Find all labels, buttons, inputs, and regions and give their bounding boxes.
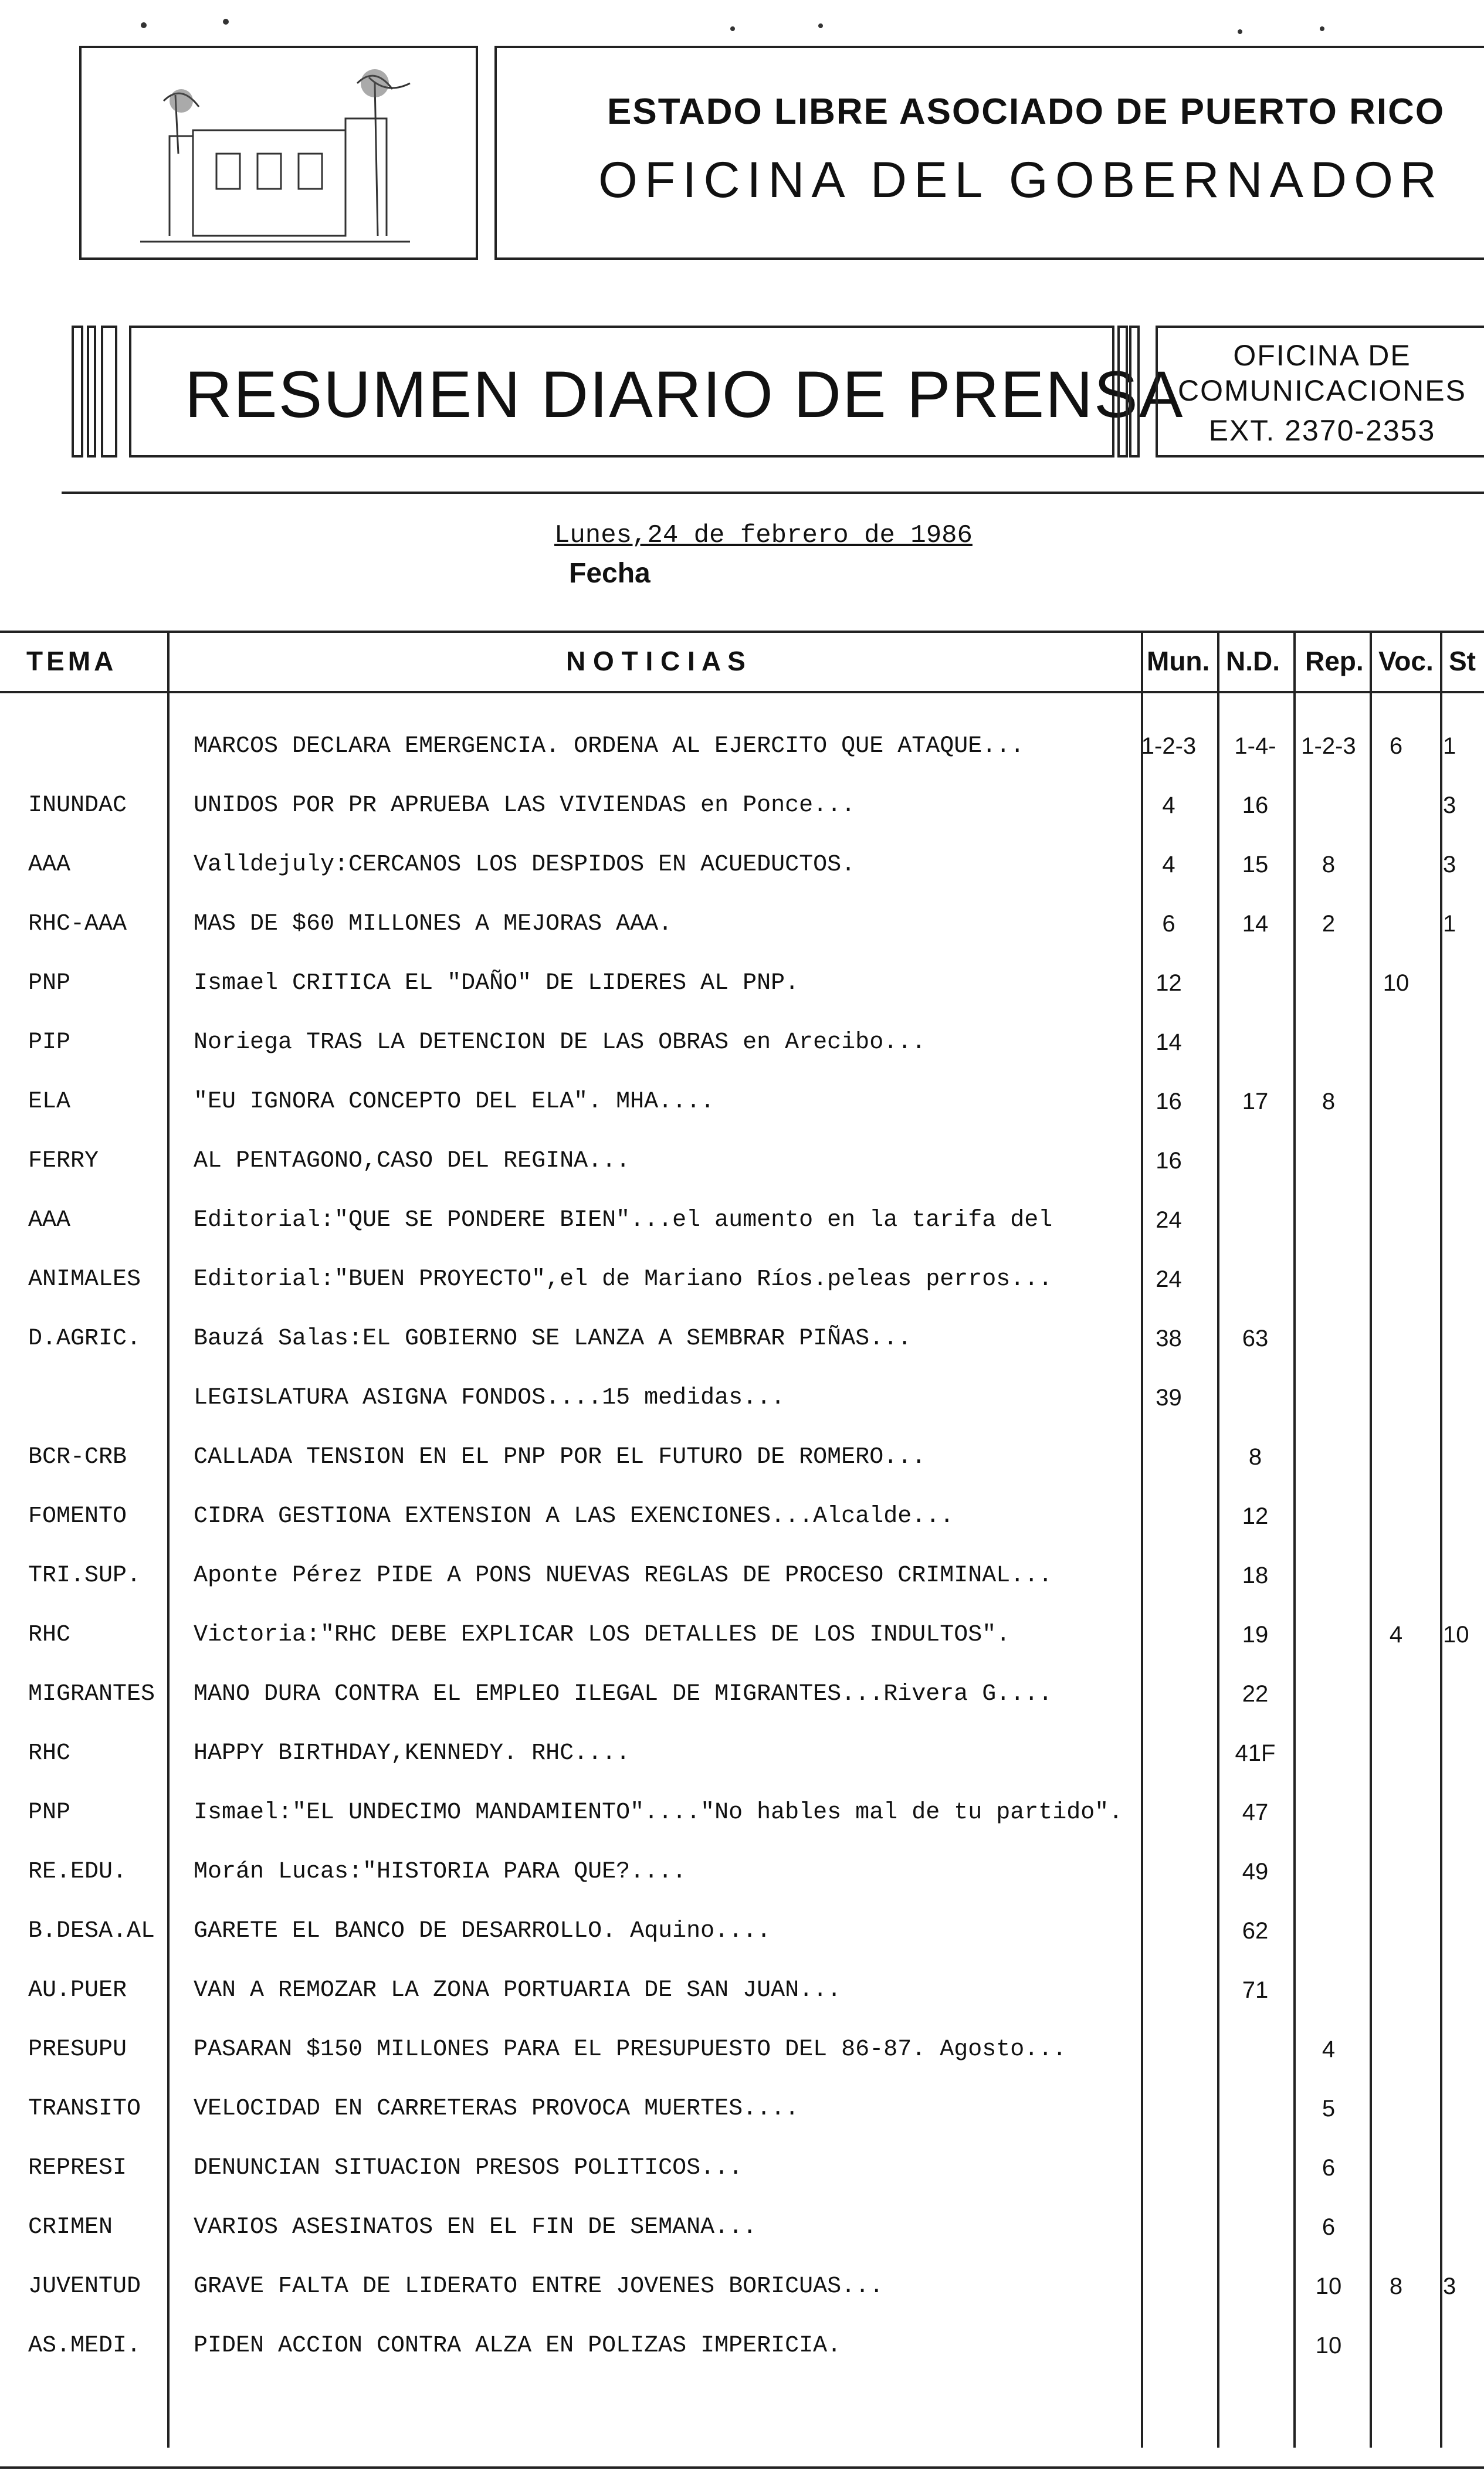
table-row <box>0 911 1484 970</box>
right-bars <box>1117 326 1141 458</box>
table-row <box>0 1859 1484 1917</box>
row-tema: RHC <box>28 1740 71 1767</box>
table-row <box>0 2214 1484 2273</box>
table-top-rule <box>0 631 1484 633</box>
scan-specks <box>1320 26 1324 31</box>
row-noticia: VARIOS ASESINATOS EN EL FIN DE SEMANA... <box>194 2214 757 2241</box>
row-tema: ELA <box>28 1089 71 1115</box>
table-row <box>0 1681 1484 1740</box>
row-tema: PRESUPU <box>28 2036 127 2063</box>
row-voc: 6 <box>1389 733 1403 759</box>
row-tema: B.DESA.AL <box>28 1918 155 1944</box>
col-nd: N.D. <box>1226 646 1280 676</box>
row-nd: 14 <box>1242 911 1269 937</box>
row-rep: 8 <box>1322 852 1336 877</box>
table-row <box>0 1266 1484 1325</box>
row-noticia: HAPPY BIRTHDAY,KENNEDY. RHC.... <box>194 1740 631 1767</box>
scan-specks <box>1238 29 1242 34</box>
row-mun: 24 <box>1156 1266 1182 1292</box>
table-row <box>0 1740 1484 1799</box>
row-voc: 4 <box>1389 1622 1403 1648</box>
row-nd: 16 <box>1242 792 1269 818</box>
row-st: 3 <box>1443 2273 1456 2299</box>
row-mun: 4 <box>1162 792 1175 818</box>
row-st: 3 <box>1443 792 1456 818</box>
row-mun: 24 <box>1156 1207 1182 1233</box>
row-tema: JUVENTUD <box>28 2273 141 2300</box>
row-noticia: DENUNCIAN SITUACION PRESOS POLITICOS... <box>194 2155 743 2181</box>
row-nd: 41F <box>1235 1740 1276 1766</box>
row-noticia: Editorial:"QUE SE PONDERE BIEN"...el aumento en la tarifa del <box>194 1207 1053 1233</box>
row-rep: 4 <box>1322 2036 1336 2062</box>
row-noticia: Aponte Pérez PIDE A PONS NUEVAS REGLAS DE PROCESO CRIMINAL... <box>194 1563 1053 1589</box>
row-st: 1 <box>1443 733 1456 759</box>
table-row <box>0 2273 1484 2332</box>
row-noticia: Victoria:"RHC DEBE EXPLICAR LOS DETALLES DE LOS INDULTOS". <box>194 1622 1011 1648</box>
col-st: St <box>1449 646 1476 676</box>
row-mun: 4 <box>1162 852 1175 877</box>
table-row <box>0 2155 1484 2214</box>
comunicaciones-line: OFICINA DE <box>1233 339 1411 372</box>
table-row <box>0 1622 1484 1680</box>
row-noticia: CALLADA TENSION EN EL PNP POR EL FUTURO DE ROMERO... <box>194 1444 926 1470</box>
row-rep: 8 <box>1322 1089 1336 1114</box>
scan-specks <box>141 22 147 28</box>
row-tema: FOMENTO <box>28 1503 127 1530</box>
row-noticia: Ismael CRITICA EL "DAÑO" DE LIDERES AL PNP. <box>194 970 799 997</box>
row-nd: 71 <box>1242 1977 1269 2003</box>
row-nd: 17 <box>1242 1089 1269 1114</box>
row-mun: 16 <box>1156 1089 1182 1114</box>
row-nd: 8 <box>1248 1444 1262 1470</box>
row-mun: 39 <box>1156 1385 1182 1411</box>
row-tema: RHC-AAA <box>28 911 127 937</box>
bottom-rule <box>0 2466 1484 2469</box>
row-tema: BCR-CRB <box>28 1444 127 1470</box>
row-nd: 62 <box>1242 1918 1269 1944</box>
row-tema: CRIMEN <box>28 2214 113 2241</box>
row-noticia: Noriega TRAS LA DETENCION DE LAS OBRAS en Arecibo... <box>194 1029 926 1056</box>
row-nd: 49 <box>1242 1859 1269 1885</box>
col-tema: TEMA <box>26 646 117 676</box>
row-tema: D.AGRIC. <box>28 1326 141 1352</box>
row-tema: PIP <box>28 1029 71 1056</box>
row-noticia: Editorial:"BUEN PROYECTO",el de Mariano Ríos.peleas perros... <box>194 1266 1053 1293</box>
row-mun: 14 <box>1156 1029 1182 1055</box>
row-noticia: VELOCIDAD EN CARRETERAS PROVOCA MUERTES.... <box>194 2096 799 2122</box>
table-header-rule <box>0 691 1484 693</box>
row-nd: 15 <box>1242 852 1269 877</box>
row-noticia: Valldejuly:CERCANOS LOS DESPIDOS EN ACUEDUCTOS. <box>194 852 856 878</box>
row-tema: ANIMALES <box>28 1266 141 1293</box>
row-noticia: CIDRA GESTIONA EXTENSION A LAS EXENCIONES...Alcalde... <box>194 1503 954 1530</box>
table-row <box>0 1385 1484 1443</box>
row-noticia: MARCOS DECLARA EMERGENCIA. ORDENA AL EJERCITO QUE ATAQUE... <box>194 733 1025 760</box>
row-nd: 19 <box>1242 1622 1269 1648</box>
row-tema: AAA <box>28 1207 71 1233</box>
fortaleza-logo-icon <box>82 48 476 257</box>
row-noticia: AL PENTAGONO,CASO DEL REGINA... <box>194 1148 631 1174</box>
divider <box>62 492 1484 494</box>
row-tema: MIGRANTES <box>28 1681 155 1707</box>
row-tema: RE.EDU. <box>28 1859 127 1885</box>
table-row <box>0 2036 1484 2095</box>
table-row <box>0 1148 1484 1207</box>
row-voc: 8 <box>1389 2273 1403 2299</box>
comunicaciones-frame <box>1156 326 1484 458</box>
comunicaciones-line: COMUNICACIONES <box>1178 374 1466 407</box>
row-mun: 16 <box>1156 1148 1182 1174</box>
col-noticias: N O T I C I A S <box>566 646 746 676</box>
row-noticia: Ismael:"EL UNDECIMO MANDAMIENTO"...."No hables mal de tu partido". <box>194 1800 1123 1826</box>
row-tema: AU.PUER <box>28 1977 127 2004</box>
row-st: 10 <box>1443 1622 1469 1648</box>
row-noticia: "EU IGNORA CONCEPTO DEL ELA". MHA.... <box>194 1089 715 1115</box>
row-tema: PNP <box>28 1800 71 1826</box>
row-tema: RHC <box>28 1622 71 1648</box>
row-nd: 47 <box>1242 1800 1269 1825</box>
row-noticia: LEGISLATURA ASIGNA FONDOS....15 medidas... <box>194 1385 785 1411</box>
row-noticia: VAN A REMOZAR LA ZONA PORTUARIA DE SAN JUAN... <box>194 1977 842 2004</box>
scan-specks <box>818 23 823 28</box>
table-row <box>0 1444 1484 1503</box>
table-row <box>0 792 1484 851</box>
comunicaciones-ext: EXT. 2370-2353 <box>1208 414 1436 447</box>
col-mun: Mun. <box>1147 646 1210 676</box>
row-noticia: Morán Lucas:"HISTORIA PARA QUE?.... <box>194 1859 687 1885</box>
row-voc: 10 <box>1383 970 1410 996</box>
row-noticia: MANO DURA CONTRA EL EMPLEO ILEGAL DE MIGRANTES...Rivera G.... <box>194 1681 1053 1707</box>
row-nd: 1-4- <box>1234 733 1276 759</box>
fecha-label: Fecha <box>569 558 650 589</box>
row-rep: 10 <box>1315 2333 1342 2358</box>
row-noticia: GARETE EL BANCO DE DESARROLLO. Aquino.... <box>194 1918 771 1944</box>
logo-frame <box>79 46 478 260</box>
row-mun: 1-2-3 <box>1141 733 1197 759</box>
table-row <box>0 1563 1484 1621</box>
table-row <box>0 970 1484 1029</box>
table-row <box>0 1977 1484 2036</box>
fecha-value: Lunes,24 de febrero de 1986 <box>554 521 973 550</box>
scan-specks <box>730 26 735 31</box>
row-rep: 10 <box>1315 2273 1342 2299</box>
row-tema: PNP <box>28 970 71 997</box>
row-mun: 12 <box>1156 970 1182 996</box>
row-tema: INUNDAC <box>28 792 127 819</box>
row-mun: 6 <box>1162 911 1175 937</box>
row-noticia: PIDEN ACCION CONTRA ALZA EN POLIZAS IMPERICIA. <box>194 2333 842 2359</box>
left-bars <box>70 326 123 458</box>
row-nd: 63 <box>1242 1326 1269 1351</box>
row-tema: TRANSITO <box>28 2096 141 2122</box>
table-row <box>0 1918 1484 1977</box>
row-tema: AAA <box>28 852 71 878</box>
row-noticia: MAS DE $60 MILLONES A MEJORAS AAA. <box>194 911 673 937</box>
row-nd: 12 <box>1242 1503 1269 1529</box>
oficina-gobernador-title: OFICINA DEL GOBERNADOR <box>598 152 1444 208</box>
col-voc: Voc. <box>1378 646 1434 676</box>
row-nd: 22 <box>1242 1681 1269 1707</box>
table-row <box>0 1029 1484 1088</box>
row-noticia: PASARAN $150 MILLONES PARA EL PRESUPUESTO DEL 86-87. Agosto... <box>194 2036 1067 2063</box>
table-row <box>0 1326 1484 1384</box>
table-row <box>0 1800 1484 1858</box>
table-row <box>0 1503 1484 1562</box>
table-row <box>0 733 1484 792</box>
row-tema: FERRY <box>28 1148 99 1174</box>
table-row <box>0 852 1484 910</box>
table-row <box>0 1207 1484 1266</box>
row-rep: 6 <box>1322 2214 1336 2240</box>
row-rep: 2 <box>1322 911 1336 937</box>
row-rep: 1-2-3 <box>1301 733 1356 759</box>
row-rep: 6 <box>1322 2155 1336 2181</box>
row-noticia: GRAVE FALTA DE LIDERATO ENTRE JOVENES BORICUAS... <box>194 2273 884 2300</box>
row-st: 3 <box>1443 852 1456 877</box>
estado-title: ESTADO LIBRE ASOCIADO DE PUERTO RICO <box>607 92 1445 132</box>
table-row <box>0 2333 1484 2391</box>
resumen-title: RESUMEN DIARIO DE PRENSA <box>185 358 1184 431</box>
table-row <box>0 2096 1484 2154</box>
row-noticia: UNIDOS POR PR APRUEBA LAS VIVIENDAS en Ponce... <box>194 792 856 819</box>
row-mun: 38 <box>1156 1326 1182 1351</box>
row-nd: 18 <box>1242 1563 1269 1588</box>
row-noticia: Bauzá Salas:EL GOBIERNO SE LANZA A SEMBRAR PIÑAS... <box>194 1326 912 1352</box>
row-tema: REPRESI <box>28 2155 127 2181</box>
row-st: 1 <box>1443 911 1456 937</box>
row-tema: TRI.SUP. <box>28 1563 141 1589</box>
row-tema: AS.MEDI. <box>28 2333 141 2359</box>
row-rep: 5 <box>1322 2096 1336 2122</box>
table-row <box>0 1089 1484 1147</box>
scan-specks <box>223 19 229 25</box>
col-rep: Rep. <box>1305 646 1364 676</box>
